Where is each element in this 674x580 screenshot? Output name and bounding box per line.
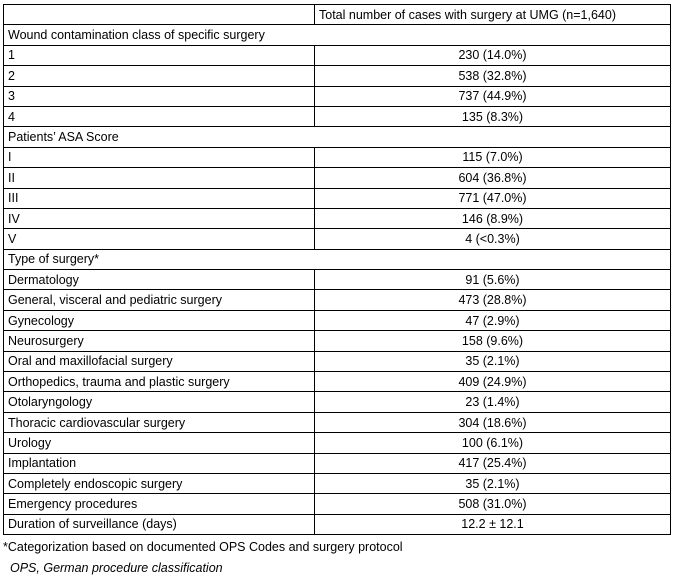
row-value: 35 (2.1%) [315,351,671,371]
section-title: Type of surgery* [4,249,671,269]
row-label: Oral and maxillofacial surgery [4,351,315,371]
row-value: 146 (8.9%) [315,208,671,228]
row-label: 2 [4,66,315,86]
row-value: 47 (2.9%) [315,310,671,330]
row-value: 115 (7.0%) [315,147,671,167]
row-label: Thoracic cardiovascular surgery [4,412,315,432]
header-total-cases: Total number of cases with surgery at UMG (n=1,640) [315,5,671,25]
row-label: Emergency procedures [4,494,315,514]
table-header-row [4,5,671,25]
row-label: Completely endoscopic surgery [4,473,315,493]
table-row [4,412,671,432]
row-value: 91 (5.6%) [315,270,671,290]
row-label: Urology [4,433,315,453]
table-row [4,147,671,167]
row-value: 100 (6.1%) [315,433,671,453]
row-label: IV [4,208,315,228]
table-row [4,66,671,86]
table-row [4,473,671,493]
table-row [4,494,671,514]
row-value: 158 (9.6%) [315,331,671,351]
table-row [4,290,671,310]
table-row [4,270,671,290]
section-title: Patients’ ASA Score [4,127,671,147]
table-row [4,331,671,351]
row-value: 771 (47.0%) [315,188,671,208]
row-label: Orthopedics, trauma and plastic surgery [4,372,315,392]
table-row [4,86,671,106]
table-row [4,45,671,65]
row-label: Neurosurgery [4,331,315,351]
footnote-categorization: *Categorization based on documented OPS Codes and surgery protocol [3,540,403,554]
row-value: 135 (8.3%) [315,106,671,126]
row-label: Otolaryngology [4,392,315,412]
row-value: 737 (44.9%) [315,86,671,106]
table-row [4,188,671,208]
row-value: 508 (31.0%) [315,494,671,514]
row-value: 230 (14.0%) [315,45,671,65]
row-label: 3 [4,86,315,106]
section-row [4,25,671,45]
row-label: Implantation [4,453,315,473]
row-label: Gynecology [4,310,315,330]
table-row [4,106,671,126]
section-row [4,249,671,269]
section-title: Wound contamination class of specific surgery [4,25,671,45]
table-row [4,229,671,249]
table-row [4,392,671,412]
table-row [4,453,671,473]
row-value: 409 (24.9%) [315,372,671,392]
header-empty-cell [4,5,315,25]
row-label: I [4,147,315,167]
table-row [4,310,671,330]
surgery-cases-table [3,4,671,535]
row-value: 538 (32.8%) [315,66,671,86]
row-value: 23 (1.4%) [315,392,671,412]
row-label: General, visceral and pediatric surgery [4,290,315,310]
row-label: Dermatology [4,270,315,290]
row-value: 604 (36.8%) [315,168,671,188]
table-row [4,433,671,453]
row-label: 1 [4,45,315,65]
summary-row [4,514,671,534]
row-value: 304 (18.6%) [315,412,671,432]
table-row [4,208,671,228]
row-value: 35 (2.1%) [315,473,671,493]
row-label: 4 [4,106,315,126]
row-label: II [4,168,315,188]
table-row [4,372,671,392]
surveillance-duration-label: Duration of surveillance (days) [4,514,315,534]
row-value: 417 (25.4%) [315,453,671,473]
row-value: 4 (<0.3%) [315,229,671,249]
row-label: V [4,229,315,249]
row-value: 473 (28.8%) [315,290,671,310]
surveillance-duration-value: 12.2 ± 12.1 [315,514,671,534]
table-row [4,168,671,188]
section-row [4,127,671,147]
footnote-ops: OPS, German procedure classification [10,561,223,575]
row-label: III [4,188,315,208]
table-body [4,25,671,535]
table-row [4,351,671,371]
